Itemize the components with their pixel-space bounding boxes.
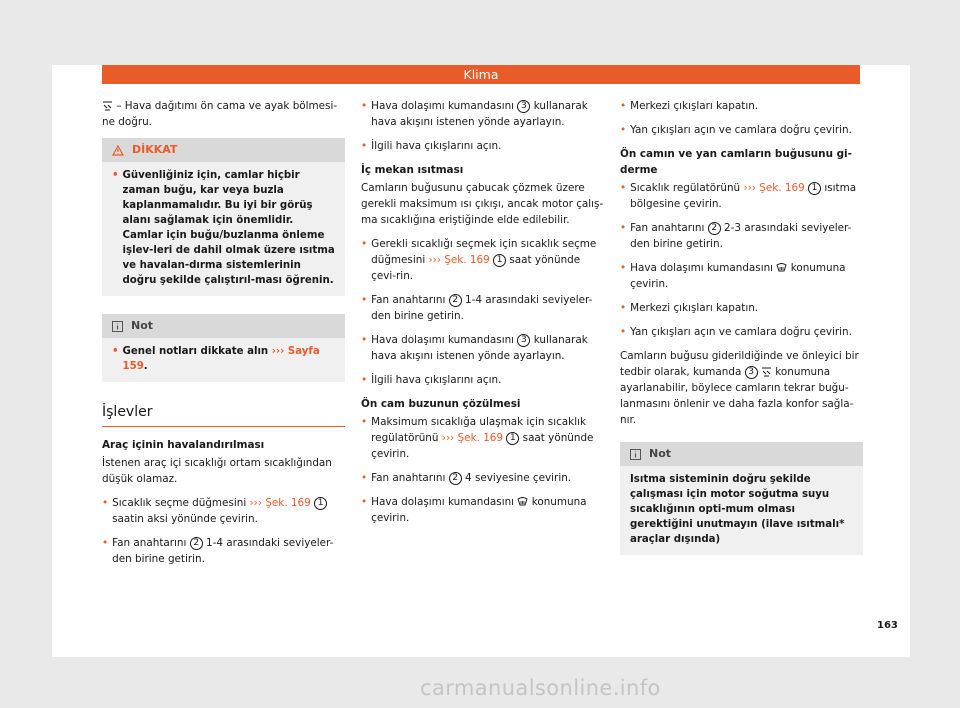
paragraph: Camların buğusu giderildiğinde ve önleyici bir tedbir olarak, kumanda 3 konumuna ayarlanabilir, böylece camların tekrar buğu-lanmasını önlenir ve daha fazla konfor sağla-nır.: [620, 350, 859, 426]
ref-arrows: ›››: [271, 346, 285, 357]
section-title: İşlevler: [102, 404, 345, 427]
bullet-icon: •: [620, 182, 627, 194]
note-title: Not: [131, 319, 154, 332]
callout-number: 2: [449, 472, 462, 485]
watermark: carmanualsonline.info: [420, 676, 661, 700]
figure-link[interactable]: Şek. 169: [759, 182, 805, 194]
list-item: • Fan anahtarını 2 1-4 arasındaki seviyeler-den birine getirin.: [361, 294, 593, 322]
list-item: • Merkezi çıkışları kapatın.: [620, 100, 759, 112]
subheading: Araç içinin havalandırılması: [102, 439, 265, 451]
callout-number: 2: [449, 294, 462, 307]
list-item: • Hava dolaşımı kumandasını konumuna çevirin.: [361, 496, 587, 524]
bullet-icon: •: [361, 140, 368, 152]
defrost-windscreen-icon: [776, 263, 787, 273]
subheading: Ön cam buzunun çözülmesi: [361, 398, 521, 410]
callout-number: 1: [808, 182, 821, 195]
bullet-icon: •: [102, 497, 109, 509]
callout-number: 2: [190, 537, 203, 550]
bullet-icon: •: [620, 100, 627, 112]
warning-title: DİKKAT: [132, 143, 178, 156]
bullet-icon: •: [620, 222, 627, 234]
paragraph: Camların buğusunu çabucak çözmek üzere gerekli maksimum ısı çıkışı, ancak motor çalış-ma sıcaklığına eriştiğinde elde edilebilir.: [361, 182, 604, 226]
warning-triangle-icon: [112, 145, 124, 156]
warning-text: Güvenliğiniz için, camlar hiçbir zaman buğu, kar veya buzla kaplanmamalıdır. Bu iyi bir görüş alanı sağlamak için önemlidir. Camlar için buğu/buzlanma önleme işlev-leri de dahil olmak üzere ısıtma ve havalan-dırma sistemlerinin doğru şekilde çalıştırıl-ması öğrenin.: [122, 170, 335, 286]
list-item: • Fan anahtarını 2 1-4 arasındaki seviyeler-den birine getirin.: [102, 537, 334, 565]
bullet-icon: •: [620, 326, 627, 338]
airflow-feet-windscreen-icon: [102, 101, 113, 111]
column-3: [620, 98, 863, 565]
list-item: • Maksimum sıcaklığa ulaşmak için sıcaklık regülatörünü ››› Şek. 169 1 saat yönünde çevirin.: [361, 416, 594, 460]
bullet-icon: •: [620, 124, 627, 136]
page-number: 163: [877, 620, 898, 631]
callout-number: 1: [314, 497, 327, 510]
list-item: • Yan çıkışları açın ve camlara doğru çevirin.: [620, 326, 852, 338]
list-item: • Yan çıkışları açın ve camlara doğru çevirin.: [620, 124, 852, 136]
paragraph: İstenen araç içi sıcaklığı ortam sıcaklığından düşük olamaz.: [102, 457, 332, 485]
bullet-icon: •: [361, 416, 368, 428]
callout-number: 1: [493, 254, 506, 267]
callout-number: 3: [745, 366, 758, 379]
list-item: • Merkezi çıkışları kapatın.: [620, 302, 759, 314]
column-1: [102, 98, 345, 575]
info-icon: [112, 321, 123, 332]
bullet-icon: •: [102, 537, 109, 549]
list-item: • Sıcaklık regülatörünü ››› Şek. 169 1 ısıtma bölgesine çevirin.: [620, 182, 857, 210]
warning-header: [102, 138, 345, 162]
bullet-icon: •: [361, 472, 368, 484]
list-item: • Hava dolaşımı kumandasını 3 kullanarak hava akışını istenen yönde ayarlayın.: [361, 334, 588, 362]
callout-number: 1: [506, 432, 519, 445]
airflow-feet-windscreen-icon: [761, 367, 772, 377]
list-item: • Sıcaklık seçme düğmesini ››› Şek. 169 1 saatin aksi yönünde çevirin.: [102, 495, 345, 527]
bullet-icon: •: [620, 302, 627, 314]
warning-body: [102, 162, 345, 296]
callout-number: 3: [517, 100, 530, 113]
defrost-windscreen-icon: [517, 497, 528, 507]
column-2: [361, 98, 604, 534]
note-header: [620, 442, 863, 466]
subheading: İç mekan ısıtması: [361, 164, 464, 176]
info-icon: [630, 449, 641, 460]
subheading: Ön camın ve yan camların buğusunu gi-derme: [620, 148, 852, 176]
bullet-icon: •: [361, 294, 368, 306]
bullet-icon: •: [361, 334, 368, 346]
list-item: • Hava dolaşımı kumandasını konumuna çevirin.: [620, 262, 846, 290]
bullet-icon: •: [361, 496, 368, 508]
note-box: [620, 442, 863, 555]
note-body: Isıtma sisteminin doğru şekilde çalışması için motor soğutma suyu sıcaklığının opti-mum olması gerektiğini unutmayın (ilave ısıtmalı* araçlar dışında): [630, 474, 845, 545]
bullet-icon: •: [361, 100, 368, 112]
bullet-icon: •: [112, 346, 119, 357]
warning-box: [102, 138, 345, 296]
note-title: Not: [649, 447, 672, 460]
bullet-icon: •: [361, 238, 368, 250]
figure-link[interactable]: Şek. 169: [444, 254, 490, 266]
figure-link[interactable]: Şek. 169: [457, 432, 504, 444]
list-item: • İlgili hava çıkışlarını açın.: [361, 140, 502, 152]
list-item: • Fan anahtarını 2 2-3 arasındaki seviyeler-den birine getirin.: [620, 222, 852, 250]
callout-number: 3: [517, 334, 530, 347]
figure-link[interactable]: Şek. 169: [265, 497, 311, 509]
note-header: [102, 314, 345, 338]
list-item: • Gerekli sıcaklığı seçmek için sıcaklık seçme düğmesini ››› Şek. 169 1 saat yönünde çevi-rin.: [361, 238, 597, 282]
list-item: • İlgili hava çıkışlarını açın.: [361, 374, 502, 386]
bullet-icon: •: [112, 170, 119, 181]
page-link[interactable]: Sayfa 159: [122, 346, 320, 372]
bullet-icon: •: [620, 262, 627, 274]
callout-number: 2: [708, 222, 721, 235]
bullet-icon: •: [361, 374, 368, 386]
list-item: • Fan anahtarını 2 4 seviyesine çevirin.: [361, 472, 572, 484]
page-header: Klima: [102, 65, 860, 84]
intro-paragraph: – Hava dağıtımı ön cama ve ayak bölmesi-ne doğru.: [102, 100, 338, 128]
list-item: • Hava dolaşımı kumandasını 3 kullanarak hava akışını istenen yönde ayarlayın.: [361, 100, 588, 128]
note-body: • Genel notları dikkate alın ››› Sayfa 159.: [112, 346, 320, 372]
note-box: [102, 314, 345, 382]
